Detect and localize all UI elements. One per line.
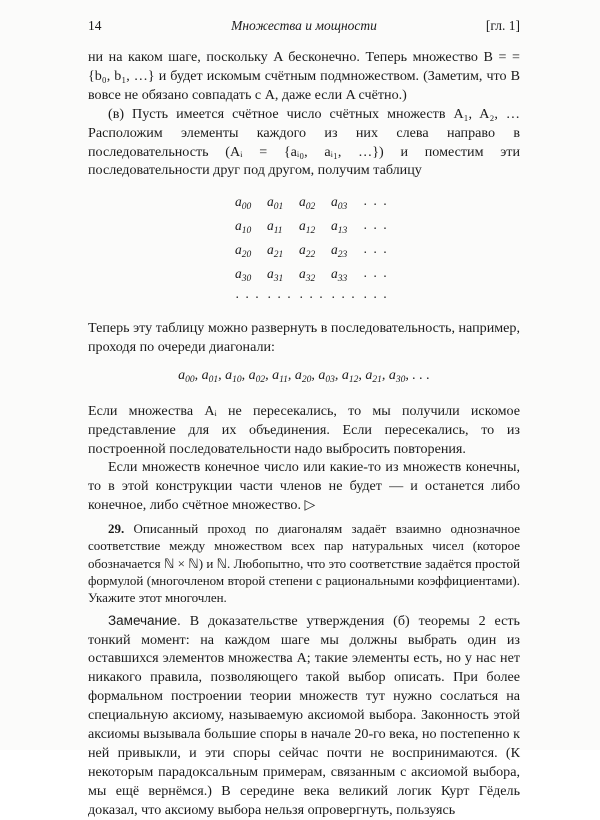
sequence-term: $a_{20}$ (294, 367, 312, 385)
table-cell: · · · (363, 268, 389, 284)
table-cell: $a_{13}$ (331, 218, 348, 237)
sequence-term: $a_{01}$ (201, 367, 219, 385)
problem-number: 29. (108, 521, 125, 537)
table-cell: $a_{12}$ (299, 218, 316, 237)
table-cell: $a_{00}$ (235, 194, 252, 213)
sequence-term: $a_{02}$ (248, 367, 266, 385)
table-row (235, 193, 395, 217)
table-row (235, 241, 395, 265)
sequence-term: $a_{00}$ (178, 367, 195, 385)
sequence-term: $a_{11}$ (272, 367, 288, 385)
table-row (235, 289, 395, 308)
paragraph-2: (в) Пусть имеется счётное число счётных множеств A₁, A₂, … Расположим элементы каждого из них слева направо в последовательность (Aᵢ = {aᵢ₀, aᵢ₁, …}) и поместим эти последовательности друг под другом, получим таблицу (88, 105, 520, 179)
remark (88, 612, 520, 820)
table-cell: $a_{30}$ (235, 266, 252, 285)
table-cell: $a_{11}$ (267, 218, 283, 237)
table-cell: $a_{20}$ (235, 242, 252, 261)
table-cell: $a_{22}$ (299, 242, 316, 261)
table-cell: $a_{33}$ (331, 266, 348, 285)
table-cell: $a_{03}$ (331, 194, 348, 213)
table-cell: $a_{01}$ (267, 194, 284, 213)
sequence-term: $a_{30}$ (388, 367, 406, 385)
table-cell: · · · (235, 290, 261, 306)
table-cell: · · · (299, 290, 325, 306)
problem-29 (88, 520, 520, 606)
table-cell: · · · (363, 196, 389, 212)
sequence-term: $a_{03}$ (318, 367, 335, 385)
table-cell: $a_{02}$ (299, 194, 316, 213)
table-row (235, 265, 395, 289)
page-number: 14 (88, 18, 102, 33)
sequence-term: $a_{12}$ (341, 367, 359, 385)
remark-text: В доказательстве утверждения (б) теоремы 2 есть тонкий момент: на каждом шаге мы должны выбрать один из оставшихся элементов множества A; такие элементы есть, но у нас нет никакого правила, позволяющего такой выбор описать. При более формальном построении теории множеств тут нужно сослаться на специальную аксиому, называемую аксиомой выбора. Законность этой аксиомы вызывала большие споры в начале 20-го века, но постепенно к ней привыкли, и эти споры сейчас почти не воспринимаются. (К некоторым парадоксальным примерам, связанным с аксиомой выбора, мы ещё вернёмся.) В середине века великий логик Курт Гёдель доказал, что аксиому выбора нельзя опровергнуть, пользуясь (88, 612, 520, 818)
chapter-marker: [гл. 1] (485, 18, 520, 33)
running-head (88, 18, 520, 38)
table-cell: · · · (267, 290, 293, 306)
paragraph-4: Если множества Aᵢ не пересекались, то мы получили искомое представление для их объединения. Если пересекались, то из построенной последовательности надо выбросить повторения. (88, 402, 520, 457)
paragraph-3: Теперь эту таблицу можно развернуть в последовательность, например, проходя по очереди диагонали: (88, 319, 520, 355)
table-cell: $a_{31}$ (267, 266, 284, 285)
diagonal-sequence: $a_{00}$, $a_{01}$, $a_{10}$, $a_{02}$, $a_{11}$, $a_{20}$, $a_{03}$, $a_{12}$, $a_{21}$, $a_{30}$, . . . (178, 367, 430, 385)
table-cell: · · · (331, 290, 357, 306)
table-cell: · · · (363, 220, 389, 236)
problem-text: Описанный проход по диагоналям задаёт взаимно однозначное соответствие между множеством всех пар натуральных чисел (которое обозначается ℕ × ℕ) и ℕ. Любопытно, что это соответствие задаётся простой формулой (многочленом второй степени с рациональными коэффициентами). Укажите этот многочлен. (88, 521, 521, 606)
table-cell: $a_{32}$ (299, 266, 316, 285)
table-cell: · · · (363, 244, 389, 260)
sequence-term: $a_{21}$ (365, 367, 382, 385)
table-cell: $a_{10}$ (235, 218, 252, 237)
paragraph-1: ни на каком шаге, поскольку A бесконечно. Теперь множество B = = {b₀, b₁, …} и будет искомым счётным подмножеством. (Заметим, что B вовсе не обязано совпадать с A, даже если A счётно.) (88, 49, 520, 103)
sequence-term: $a_{10}$ (225, 367, 242, 385)
sequence-term: . . . (412, 367, 430, 383)
page-body (88, 48, 520, 820)
table-cell: $a_{21}$ (267, 242, 284, 261)
table-cell: · · · (363, 290, 389, 306)
running-title: Множества и мощности (231, 18, 377, 33)
element-table (235, 193, 395, 308)
paragraph-5: Если множеств конечное число или какие-то из множеств конечны, то в этой конструкции части членов не будет — и останется либо конечное, либо счётное множество. ▷ (88, 459, 520, 514)
remark-label: Замечание. (108, 612, 181, 628)
table-cell: $a_{23}$ (331, 242, 348, 261)
table-row (235, 217, 395, 241)
